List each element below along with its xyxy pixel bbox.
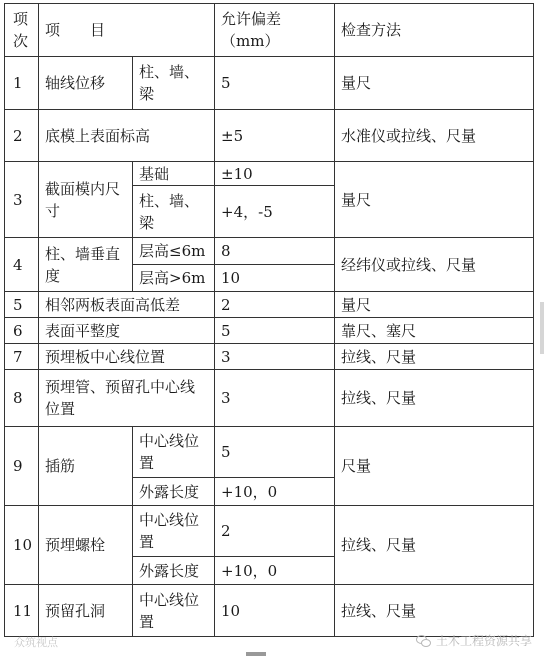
table-row [5, 344, 534, 370]
row-item: 预埋螺栓 [39, 506, 133, 585]
header-item: 项 目 [39, 4, 215, 57]
row-subitem: 层高≤6m [133, 238, 215, 265]
row-tolerance: 10 [215, 265, 335, 292]
row-method: 经纬仪或拉线、尺量 [335, 238, 534, 292]
row-item: 插筋 [39, 427, 133, 506]
row-tolerance: 3 [215, 370, 335, 427]
bottom-indicator [246, 652, 266, 656]
row-subitem: 基础 [133, 162, 215, 186]
row-subitem: 柱、墙、梁 [133, 186, 215, 238]
row-item: 相邻两板表面高低差 [39, 292, 215, 318]
row-subitem: 柱、墙、梁 [133, 57, 215, 110]
row-item: 表面平整度 [39, 318, 215, 344]
table-row [5, 427, 534, 478]
row-item: 预埋板中心线位置 [39, 344, 215, 370]
row-method: 量尺 [335, 57, 534, 110]
row-subitem: 外露长度 [133, 478, 215, 506]
row-no: 8 [5, 370, 39, 427]
table-row [5, 318, 534, 344]
row-item: 截面模内尺寸 [39, 162, 133, 238]
row-method: 水准仪或拉线、尺量 [335, 110, 534, 162]
scrollbar-thumb[interactable] [540, 302, 544, 354]
row-no: 2 [5, 110, 39, 162]
row-no: 11 [5, 585, 39, 637]
header-tolerance: 允许偏差（mm） [215, 4, 335, 57]
row-method: 拉线、尺量 [335, 370, 534, 427]
table-row [5, 238, 534, 265]
row-subitem: 中心线位置 [133, 427, 215, 478]
row-item: 预留孔洞 [39, 585, 133, 637]
table-row [5, 292, 534, 318]
row-tolerance: +4，-5 [215, 186, 335, 238]
wechat-icon [416, 635, 431, 647]
row-item: 底模上表面标高 [39, 110, 215, 162]
watermark-right-text: 土木工程资源共享 [435, 634, 532, 648]
row-item: 柱、墙垂直度 [39, 238, 133, 292]
row-no: 7 [5, 344, 39, 370]
watermark-left: 众筑视点 [14, 636, 58, 649]
row-tolerance: 5 [215, 318, 335, 344]
row-tolerance: 2 [215, 506, 335, 557]
row-tolerance: 5 [215, 427, 335, 478]
table-row [5, 370, 534, 427]
table-row [5, 585, 534, 637]
row-method: 尺量 [335, 427, 534, 506]
row-tolerance: ±10 [215, 162, 335, 186]
row-no: 5 [5, 292, 39, 318]
row-tolerance: 8 [215, 238, 335, 265]
table-header [5, 4, 534, 57]
row-tolerance: +10，0 [215, 557, 335, 585]
row-no: 10 [5, 506, 39, 585]
row-no: 3 [5, 162, 39, 238]
row-subitem: 层高>6m [133, 265, 215, 292]
row-method: 量尺 [335, 162, 534, 238]
row-no: 9 [5, 427, 39, 506]
table-row [5, 110, 534, 162]
row-subitem: 中心线位置 [133, 506, 215, 557]
watermark-right [416, 632, 532, 649]
row-method: 拉线、尺量 [335, 344, 534, 370]
row-method: 靠尺、塞尺 [335, 318, 534, 344]
header-no: 项次 [5, 4, 39, 57]
row-method: 拉线、尺量 [335, 585, 534, 637]
row-tolerance: 5 [215, 57, 335, 110]
row-no: 4 [5, 238, 39, 292]
table-row [5, 162, 534, 186]
row-tolerance: 3 [215, 344, 335, 370]
row-subitem: 中心线位置 [133, 585, 215, 637]
row-subitem: 外露长度 [133, 557, 215, 585]
header-method: 检查方法 [335, 4, 534, 57]
table-row [5, 57, 534, 110]
row-tolerance: +10，0 [215, 478, 335, 506]
row-method: 量尺 [335, 292, 534, 318]
row-no: 6 [5, 318, 39, 344]
row-tolerance: 2 [215, 292, 335, 318]
tolerance-table [4, 3, 534, 637]
row-item: 轴线位移 [39, 57, 133, 110]
row-item: 预埋管、预留孔中心线位置 [39, 370, 215, 427]
row-tolerance: 10 [215, 585, 335, 637]
row-no: 1 [5, 57, 39, 110]
row-tolerance: ±5 [215, 110, 335, 162]
table-row [5, 506, 534, 557]
row-method: 拉线、尺量 [335, 506, 534, 585]
